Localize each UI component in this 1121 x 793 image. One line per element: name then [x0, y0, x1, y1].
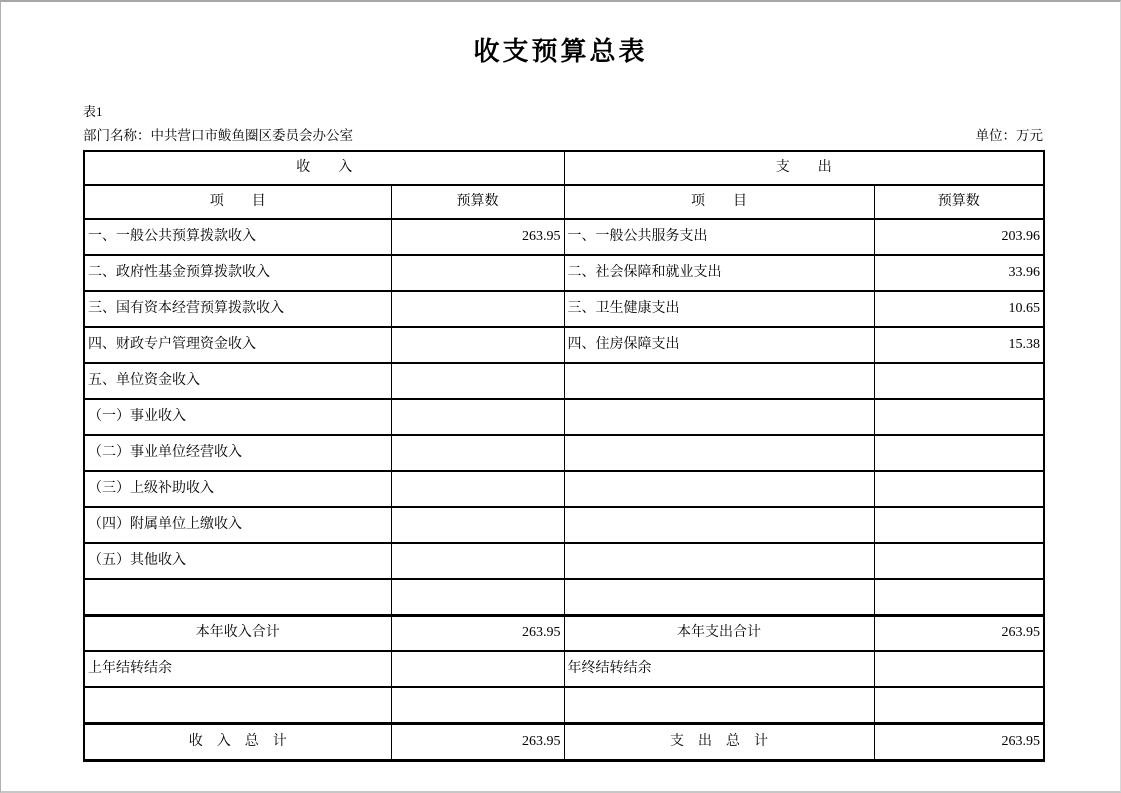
expense-item: [564, 363, 874, 399]
expense-value: [874, 435, 1044, 471]
income-carryover-label: 上年结转结余: [84, 651, 391, 687]
grand-total-row: [84, 723, 1044, 760]
income-value: [391, 579, 564, 615]
expense-value: 203.96: [874, 219, 1044, 255]
budget-table: [83, 150, 1045, 762]
expense-value: [874, 471, 1044, 507]
expense-value: 15.38: [874, 327, 1044, 363]
table-row: [84, 255, 1044, 291]
expense-item: [564, 687, 874, 723]
income-value: 263.95: [391, 219, 564, 255]
income-item: （二）事业单位经营收入: [84, 435, 391, 471]
page-title: 收支预算总表: [473, 37, 648, 66]
table-note: 表1: [83, 104, 103, 119]
expense-value: 10.65: [874, 291, 1044, 327]
expense-item: [564, 435, 874, 471]
table-row: [84, 327, 1044, 363]
expense-item: 二、社会保障和就业支出: [564, 255, 874, 291]
expense-total-value: 263.95: [874, 723, 1044, 760]
table-row: [84, 687, 1044, 723]
expense-section-header: 支 出: [564, 151, 1044, 185]
expense-value: [874, 543, 1044, 579]
table-row: [84, 579, 1044, 615]
expense-item: [564, 543, 874, 579]
department-name: 部门名称：中共营口市鲅鱼圈区委员会办公室: [83, 128, 353, 143]
income-subtotal-label: 本年收入合计: [84, 615, 391, 651]
table-row: [84, 507, 1044, 543]
income-value: [391, 399, 564, 435]
expense-value: [874, 363, 1044, 399]
income-value: [391, 507, 564, 543]
expense-item: 四、住房保障支出: [564, 327, 874, 363]
income-item: 四、财政专户管理资金收入: [84, 327, 391, 363]
expense-item: 三、卫生健康支出: [564, 291, 874, 327]
expense-item: [564, 507, 874, 543]
expense-item: [564, 579, 874, 615]
expense-total-label: 支 出 总 计: [564, 723, 874, 760]
income-value: [391, 291, 564, 327]
expense-item: [564, 471, 874, 507]
income-item: [84, 579, 391, 615]
income-value: [391, 471, 564, 507]
income-item: （一）事业收入: [84, 399, 391, 435]
income-item: （四）附属单位上缴收入: [84, 507, 391, 543]
income-value: [391, 435, 564, 471]
income-value: [391, 543, 564, 579]
expense-value: [874, 507, 1044, 543]
expense-item-header: 项 目: [564, 185, 874, 219]
expense-carryover-value: [874, 651, 1044, 687]
income-value: [391, 687, 564, 723]
income-item: [84, 687, 391, 723]
table-row: [84, 219, 1044, 255]
income-total-label: 收 入 总 计: [84, 723, 391, 760]
table-meta: [83, 104, 1043, 145]
income-carryover-value: [391, 651, 564, 687]
income-item: 一、一般公共预算拨款收入: [84, 219, 391, 255]
subtotal-row: [84, 615, 1044, 651]
column-header-row: [84, 185, 1044, 219]
income-value: [391, 363, 564, 399]
income-value: [391, 255, 564, 291]
table-row: [84, 291, 1044, 327]
income-subtotal-value: 263.95: [391, 615, 564, 651]
expense-carryover-label: 年终结转结余: [564, 651, 874, 687]
expense-value: [874, 687, 1044, 723]
income-item: （五）其他收入: [84, 543, 391, 579]
expense-subtotal-value: 263.95: [874, 615, 1044, 651]
expense-subtotal-label: 本年支出合计: [564, 615, 874, 651]
expense-item: [564, 399, 874, 435]
table-row: [84, 399, 1044, 435]
income-item: 五、单位资金收入: [84, 363, 391, 399]
expense-budget-header: 预算数: [874, 185, 1044, 219]
income-value: [391, 327, 564, 363]
expense-value: 33.96: [874, 255, 1044, 291]
income-item-header: 项 目: [84, 185, 391, 219]
meta-row: [83, 127, 1043, 145]
table-row: [84, 363, 1044, 399]
expense-value: [874, 399, 1044, 435]
section-header-row: [84, 151, 1044, 185]
income-section-header: 收 入: [84, 151, 564, 185]
income-budget-header: 预算数: [391, 185, 564, 219]
income-item: 三、国有资本经营预算拨款收入: [84, 291, 391, 327]
table-row: [84, 543, 1044, 579]
expense-value: [874, 579, 1044, 615]
income-item: 二、政府性基金预算拨款收入: [84, 255, 391, 291]
expense-item: 一、一般公共服务支出: [564, 219, 874, 255]
income-item: （三）上级补助收入: [84, 471, 391, 507]
unit-label: 单位：万元: [975, 128, 1043, 143]
table-row: [84, 471, 1044, 507]
income-total-value: 263.95: [391, 723, 564, 760]
table-row: [84, 435, 1044, 471]
carryover-row: [84, 651, 1044, 687]
